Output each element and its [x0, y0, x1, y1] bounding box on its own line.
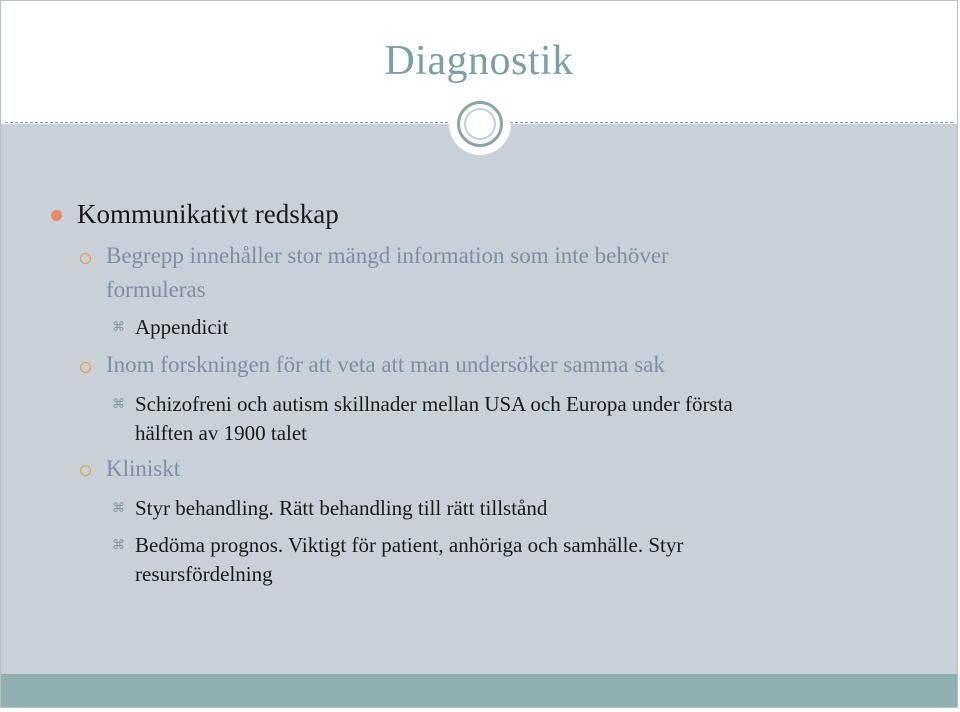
- ornament-bullet-icon: ⌘: [112, 538, 125, 553]
- ornament-bullet-icon: ⌘: [112, 501, 125, 516]
- medallion-inner-ring: [464, 108, 496, 140]
- footer-bar: [1, 674, 957, 708]
- hollow-circle-bullet-icon: [80, 362, 91, 373]
- slide-title: Diagnostik: [384, 38, 574, 84]
- point1-line2: formuleras: [106, 277, 206, 302]
- ornament-bullet-icon: ⌘: [112, 320, 125, 335]
- ornament-bullet-icon: ⌘: [112, 397, 125, 412]
- heading-kommunikativt-redskap: Kommunikativt redskap: [77, 199, 339, 229]
- point1-sub: Appendicit: [135, 315, 229, 339]
- point2-text: Inom forskningen för att veta att man undersöker samma sak: [106, 352, 665, 377]
- point3-sub2-line2: resursfördelning: [135, 562, 273, 586]
- point1-line1: Begrepp innehåller stor mängd information som inte behöver: [106, 243, 669, 268]
- point3-sub2-line1: Bedöma prognos. Viktigt för patient, anhöriga och samhälle. Styr: [135, 533, 684, 557]
- hollow-circle-bullet-icon: [80, 465, 91, 476]
- point2-sub-line1: Schizofreni och autism skillnader mellan USA och Europa under första: [135, 392, 733, 416]
- point3-sub1: Styr behandling. Rätt behandling till rätt tillstånd: [135, 496, 548, 520]
- point3-text: Kliniskt: [106, 456, 181, 481]
- hollow-circle-bullet-icon: [80, 253, 91, 264]
- filled-circle-bullet-icon: [51, 210, 62, 221]
- point2-sub-line2: hälften av 1900 talet: [135, 421, 308, 445]
